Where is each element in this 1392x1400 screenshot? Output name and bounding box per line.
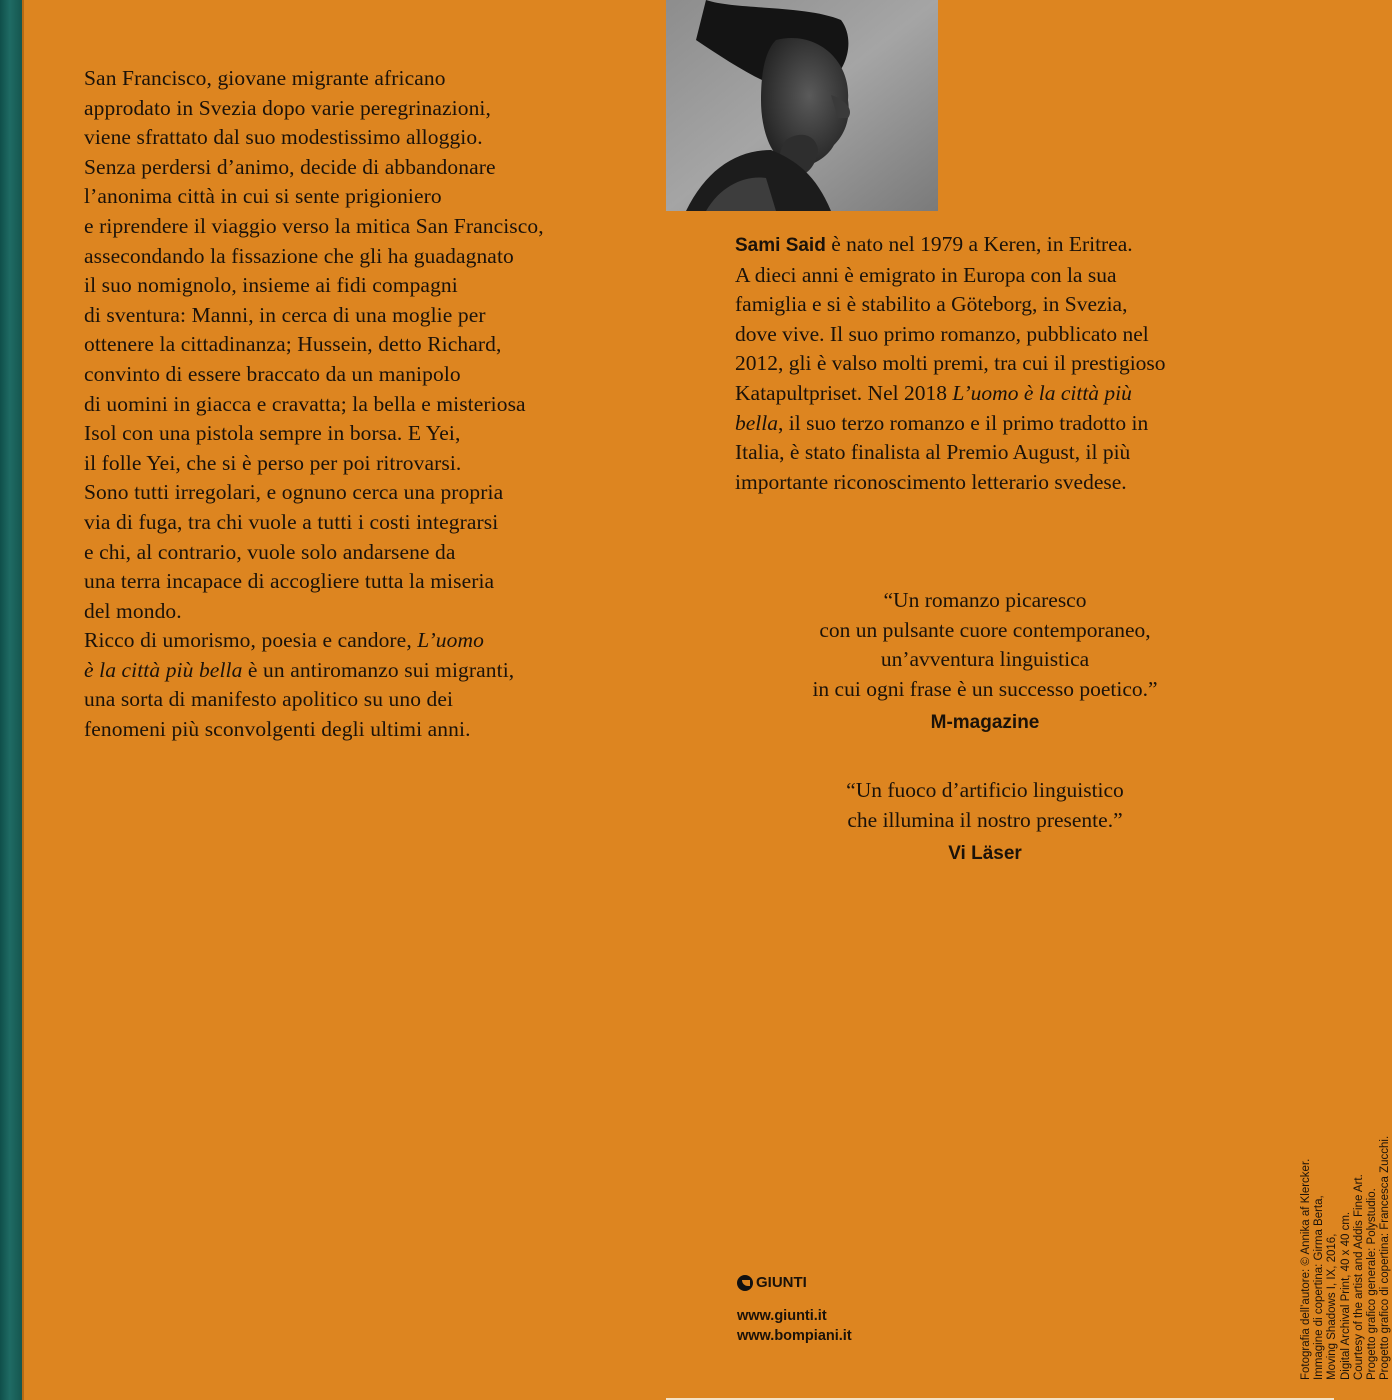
giunti-logo-icon <box>737 1275 753 1291</box>
blurb-line: via di fuga, tra chi vuole a tutti i costi integrarsi <box>84 509 499 534</box>
quote-line: un’avventura linguistica <box>880 647 1090 672</box>
blurb-line: del mondo. <box>84 598 182 623</box>
credit-line: Courtesy of the artist and Addis Fine Art. <box>1352 1174 1365 1380</box>
blurb-line: San Francisco, giovane migrante africano <box>84 66 446 90</box>
publisher-url-link[interactable]: www.giunti.it <box>737 1308 827 1324</box>
blurb-line: Sono tutti irregolari, e ognuno cerca una propria <box>84 480 504 505</box>
blurb-line: l’anonima città in cui si sente prigioniero <box>84 184 442 209</box>
bio-text: , il suo terzo romanzo e il primo tradotto in <box>778 410 1149 435</box>
publisher-logo <box>737 1274 807 1291</box>
blurb-line: e chi, al contrario, vuole solo andarsene da <box>84 539 456 564</box>
bio-line: 2012, gli è valso molti premi, tra cui il prestigioso <box>735 351 1166 376</box>
blurb-line: di uomini in giacca e cravatta; la bella e misteriosa <box>84 391 526 416</box>
publisher-name: GIUNTI <box>756 1274 807 1291</box>
bio-line <box>735 409 1295 439</box>
bio-line: importante riconoscimento letterario svedese. <box>735 469 1127 494</box>
quote-line: con un pulsante cuore contemporaneo, <box>819 617 1151 642</box>
author-photo <box>666 0 938 211</box>
blurb-line: viene sfrattato dal suo modestissimo alloggio. <box>84 125 483 150</box>
bio-text: è nato nel 1979 a Keren, in Eritrea. <box>825 232 1133 256</box>
credit-line: Moving Shadows I, IX, 2016, <box>1326 1233 1339 1380</box>
blurb-line: una sorta di manifesto apolitico su uno dei <box>84 687 454 712</box>
credit-line: Immagine di copertina: Girma Berta, <box>1313 1195 1326 1380</box>
bio-text: Katapultpriset. Nel 2018 <box>735 380 953 405</box>
blurb-line: una terra incapace di accogliere tutta la miseria <box>84 569 495 594</box>
author-bio <box>735 230 1295 497</box>
blurb-line <box>84 626 644 656</box>
quote-line: “Un fuoco d’artificio linguistico <box>846 777 1124 802</box>
blurb-text: è un antiromanzo sui migranti, <box>242 657 515 682</box>
book-title-italic: è la città più bella <box>84 657 243 682</box>
quote-source: Vi Läser <box>948 843 1022 865</box>
blurb-line: Senza perdersi d’animo, decide di abbandonare <box>84 154 496 179</box>
blurb-line: di sventura: Manni, in cerca di una moglie per <box>84 302 486 327</box>
blurb-line: il suo nomignolo, insieme ai fidi compagni <box>84 273 458 298</box>
blurb-line: convinto di essere braccato da un manipolo <box>84 361 461 386</box>
bio-line <box>735 379 1295 409</box>
blurb-line <box>84 656 644 686</box>
blurb-line: ottenere la cittadinanza; Hussein, detto Richard, <box>84 332 502 357</box>
blurb-text: Ricco di umorismo, poesia e candore, <box>84 628 418 653</box>
blurb-line: approdato in Svezia dopo varie peregrinazioni, <box>84 95 491 120</box>
bio-line: dove vive. Il suo primo romanzo, pubblicato nel <box>735 321 1149 346</box>
publisher-urls <box>737 1306 852 1346</box>
review-quote <box>735 586 1235 738</box>
credit-line: Fotografia dell’autore: © Annika af Klercker. <box>1300 1158 1312 1380</box>
book-title-italic: L’uomo è la città più <box>952 380 1132 405</box>
book-title-italic: L’uomo <box>417 628 484 653</box>
spine-edge <box>22 0 24 1400</box>
blurb-line: fenomeni più sconvolgenti degli ultimi anni. <box>84 717 471 742</box>
bio-line: Italia, è stato finalista al Premio August, il più <box>735 440 1131 465</box>
bio-line: A dieci anni è emigrato in Europa con la sua <box>735 262 1117 287</box>
review-quotes <box>735 586 1235 869</box>
quote-line: in cui ogni frase è un successo poetico.” <box>812 676 1158 701</box>
credit-line: Digital Archival Print, 40 x 40 cm. <box>1339 1211 1352 1380</box>
credit-line: Progetto grafico generale: Polystudio. <box>1366 1188 1379 1380</box>
review-quote <box>735 776 1235 869</box>
image-credits <box>1300 1080 1392 1380</box>
credit-line: Progetto grafico di copertina: Francesca Zucchi. <box>1379 1135 1392 1380</box>
author-name: Sami Said <box>735 235 826 256</box>
bio-line: famiglia e si è stabilito a Göteborg, in Svezia, <box>735 292 1128 317</box>
book-blurb <box>84 64 644 745</box>
book-spine <box>0 0 22 1400</box>
bio-line <box>735 230 1295 261</box>
blurb-line: assecondando la fissazione che gli ha guadagnato <box>84 243 514 268</box>
book-title-italic: bella <box>735 410 778 435</box>
publisher-url-link[interactable]: www.bompiani.it <box>737 1328 852 1344</box>
quote-line: che illumina il nostro presente.” <box>847 807 1123 832</box>
blurb-line: Isol con una pistola sempre in borsa. E Yei, <box>84 421 461 446</box>
quote-source: M-magazine <box>930 712 1040 734</box>
blurb-line: e riprendere il viaggio verso la mitica San Francisco, <box>84 213 544 238</box>
blurb-line: il folle Yei, che si è perso per poi ritrovarsi. <box>84 450 462 475</box>
quote-line: “Un romanzo picaresco <box>883 588 1087 612</box>
